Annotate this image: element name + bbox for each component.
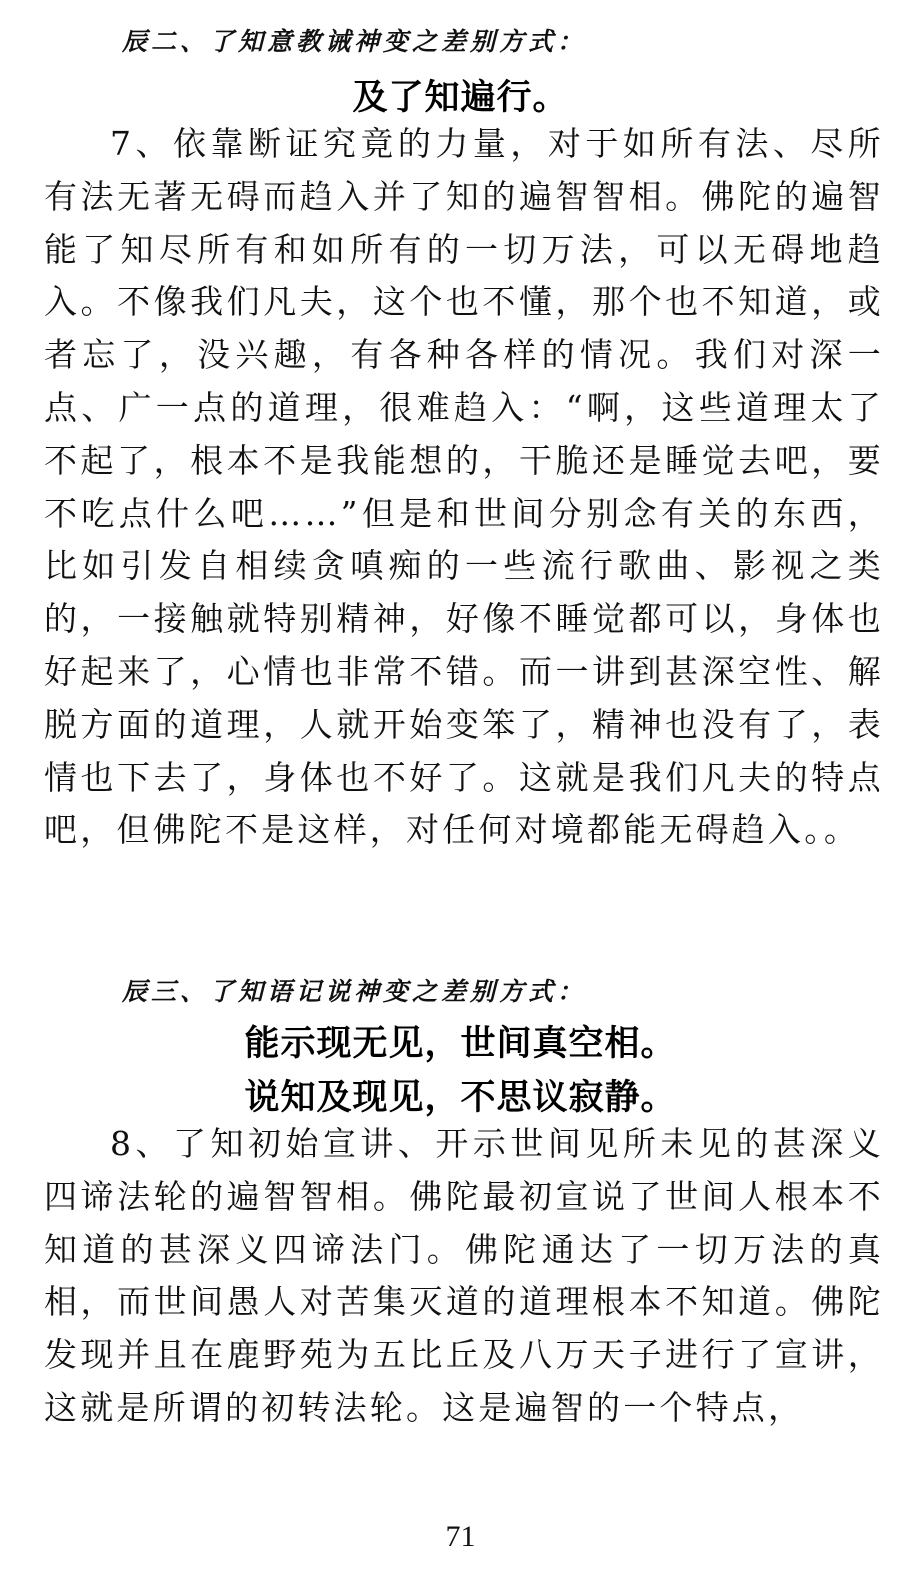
section-heading-1: 辰二、了知意教诫神变之差别方式： bbox=[122, 27, 587, 56]
verse-line-1: 及了知遍行。 bbox=[352, 78, 569, 118]
page-number: 71 bbox=[445, 1520, 476, 1553]
verse-line-2: 能示现无见，世间真空相。 bbox=[244, 1024, 677, 1064]
body-paragraph-1: 7、依靠断证究竟的力量，对于如所有法、尽所有法无著无碍而趋入并了知的遍智智相。佛陀的遍智能了知尽所有和如所有的一切万法，可以无碍地趋入。不像我们凡夫，这个也不懂，那个也不知道，或者忘了，没兴趣，有各种各样的情况。我们对深一点、广一点的道理，很难趋入：“啊，这些道理太了不起了，根本不是我能想的，干脆还是睡觉去吧，要不吃点什么吧……”但是和世间分别念有关的东西，比如引发自相续贪嗔痴的一些流行歌曲、影视之类的，一接触就特别精神，好像不睡觉都可以，身体也好起来了，心情也非常不错。而一讲到甚深空性、解脱方面的道理，人就开始变笨了，精神也没有了，表情也下去了，身体也不好了。这就是我们凡夫的特点吧，但佛陀不是这样，对任何对境都能无碍趋入。。 bbox=[44, 124, 884, 850]
verse-line-3: 说知及现见，不思议寂静。 bbox=[244, 1078, 677, 1118]
body-paragraph-2: 8、了知初始宣讲、开示世间见所未见的甚深义四谛法轮的遍智智相。佛陀最初宣说了世间人根本不知道的甚深义四谛法门。佛陀通达了一切万法的真相，而世间愚人对苦集灭道的道理根本不知道。佛陀发现并且在鹿野苑为五比丘及八万天子进行了宣讲，这就是所谓的初转法轮。这是遍智的一个特点， bbox=[44, 1124, 884, 1427]
section-heading-2: 辰三、了知语记说神变之差别方式： bbox=[122, 977, 587, 1006]
